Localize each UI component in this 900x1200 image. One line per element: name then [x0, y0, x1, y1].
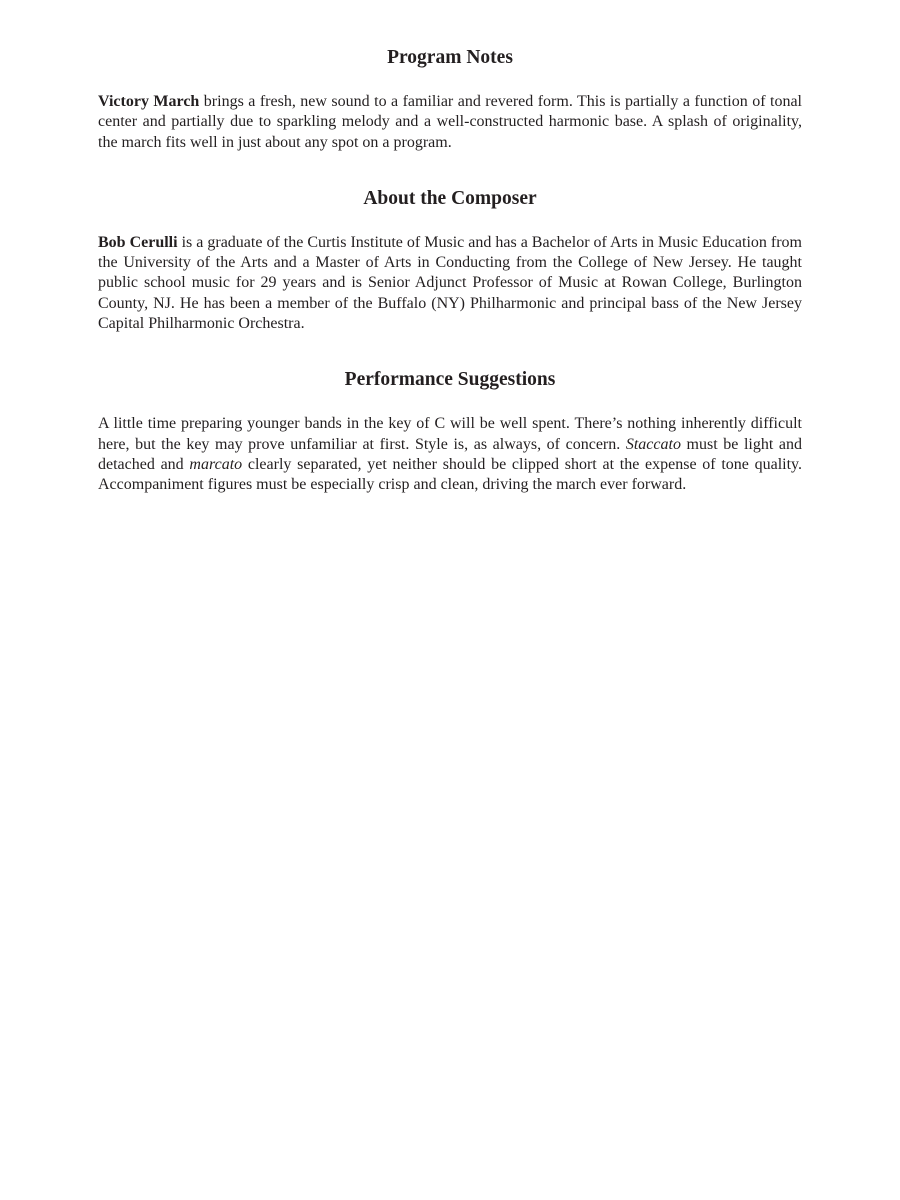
piece-title: Victory March: [98, 93, 200, 110]
about-composer-section: [98, 185, 802, 334]
performance-text-part2: must be light and detached and: [98, 435, 803, 473]
about-composer-text: is a graduate of the Curtis Institute of Music and has a Bachelor of Arts in Music Education from the University of the Arts and a Master of Arts in Conducting from the College of New Jersey. He taught public school music for 29 years and is Senior Adjunct Professor of Music at Rowan College, Burlington County, NJ. He has been a member of the Buffalo (NY) Philharmonic and principal bass of the New Jersey Capital Philharmonic Orchestra.: [98, 233, 803, 333]
performance-text-part1: A little time preparing younger bands in the key of C will be well spent. There’s nothing inherently difficult here, but the key may prove unfamiliar at first. Style is, as always, of concern.: [98, 415, 802, 453]
about-composer-paragraph: [98, 233, 802, 334]
program-notes-heading: Program Notes: [387, 47, 513, 68]
program-notes-section: [98, 44, 802, 153]
performance-suggestions-heading: Performance Suggestions: [344, 369, 556, 391]
performance-suggestions-section: [98, 366, 802, 495]
program-notes-text: brings a fresh, new sound to a familiar and revered form. This is partially a function of tonal center and partially due to sparkling melody and a well-constructed harmonic base. A splash of originality, the march fits well in just about any spot on a program.: [98, 93, 802, 151]
document-page: [98, 44, 802, 496]
performance-suggestions-paragraph: [98, 414, 802, 495]
marcato-term: marcato: [189, 455, 243, 473]
about-composer-heading: About the Composer: [363, 187, 537, 209]
program-notes-paragraph: [98, 92, 802, 153]
performance-text-part3: clearly separated, yet neither should be clipped short at the expense of tone quality. Accompaniment figures must be especially crisp and clean, driving the march ever forward.: [98, 455, 803, 494]
staccato-term: Staccato: [625, 435, 681, 453]
composer-name: Bob Cerulli: [98, 233, 178, 251]
